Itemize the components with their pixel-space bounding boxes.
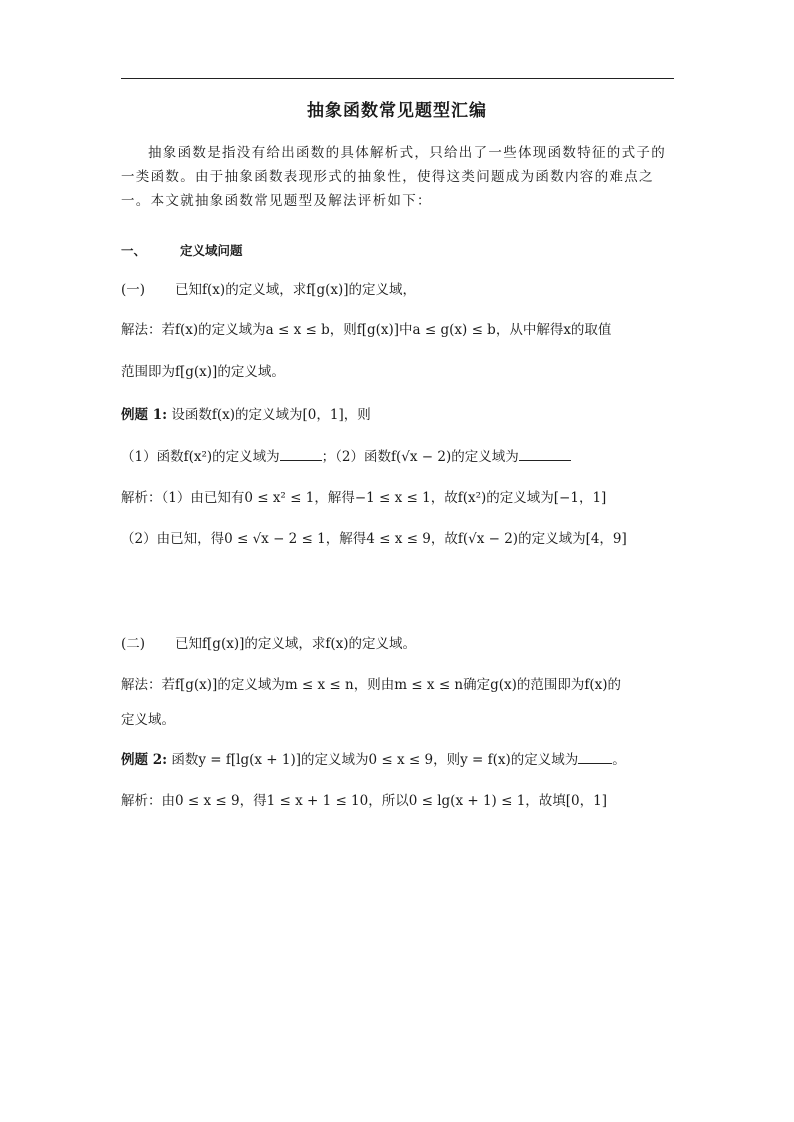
question-separator: ； [321, 449, 336, 465]
part1-method-line2: 范围即为f[g(x)]的定义域。 [121, 364, 285, 380]
answer-blank-1[interactable] [280, 446, 322, 461]
part2-heading [121, 632, 416, 652]
example1-text: 设函数f(x)的定义域为[0，1]，则 [171, 407, 371, 423]
section-title: 定义域问题 [180, 243, 243, 258]
header-rule [121, 78, 674, 79]
part1-method-line1: 解法：若f(x)的定义域为a ≤ x ≤ b，则f[g(x)]中a ≤ g(x) ≤ b，从中解得x的取值 [121, 322, 612, 338]
example2-text: 函数y = f[lg(x + 1)]的定义域为0 ≤ x ≤ 9，则y = f(x)的定义域为 [171, 752, 579, 768]
example2-end: 。 [612, 752, 626, 768]
part1-label: (一) [121, 282, 146, 298]
answer-blank-2[interactable] [519, 446, 571, 461]
part2-method-line1: 解法：若f[g(x)]的定义域为m ≤ x ≤ n，则由m ≤ x ≤ n确定g(x)的范围即为f(x)的 [121, 677, 622, 693]
example1-solution2: （2）由已知，得0 ≤ √x − 2 ≤ 1，解得4 ≤ x ≤ 9，故f(√x − 2)的定义域为[4，9] [121, 531, 627, 547]
example1 [121, 403, 371, 423]
part2-method-line2: 定义域。 [121, 712, 175, 728]
question1-text: （1）函数f(x²)的定义域为 [121, 449, 280, 465]
example1-solution1: 解析：（1）由已知有0 ≤ x² ≤ 1，解得−1 ≤ x ≤ 1，故f(x²)的定义域为[−1，1] [121, 490, 607, 506]
example2 [121, 748, 626, 768]
question2-text: （2）函数f(√x − 2)的定义域为 [335, 449, 519, 465]
example1-questions [121, 445, 571, 465]
example2-solution: 解析：由0 ≤ x ≤ 9，得1 ≤ x + 1 ≤ 10，所以0 ≤ lg(x + 1) ≤ 1，故填[0，1] [121, 793, 607, 809]
intro-paragraph: 抽象函数是指没有给出函数的具体解析式，只给出了一些体现函数特征的式子的一类函数。由于抽象函数表现形式的抽象性，使得这类问题成为函数内容的难点之一。本文就抽象函数常见题型及解法评析如下： [121, 145, 666, 209]
page-title: 抽象函数常见题型汇编 [307, 101, 487, 121]
section-number: 一、 [121, 243, 147, 258]
part1-heading-text: 已知f(x)的定义域，求f[g(x)]的定义域， [175, 282, 417, 298]
example2-label: 例题 2: [121, 752, 168, 768]
part2-heading-text: 已知f[g(x)]的定义域，求f(x)的定义域。 [175, 636, 417, 652]
section-heading [121, 241, 243, 259]
answer-blank-3[interactable] [578, 749, 612, 764]
part1-heading [121, 278, 416, 298]
example1-label: 例题 1: [121, 407, 168, 423]
part2-label: (二) [121, 636, 146, 652]
